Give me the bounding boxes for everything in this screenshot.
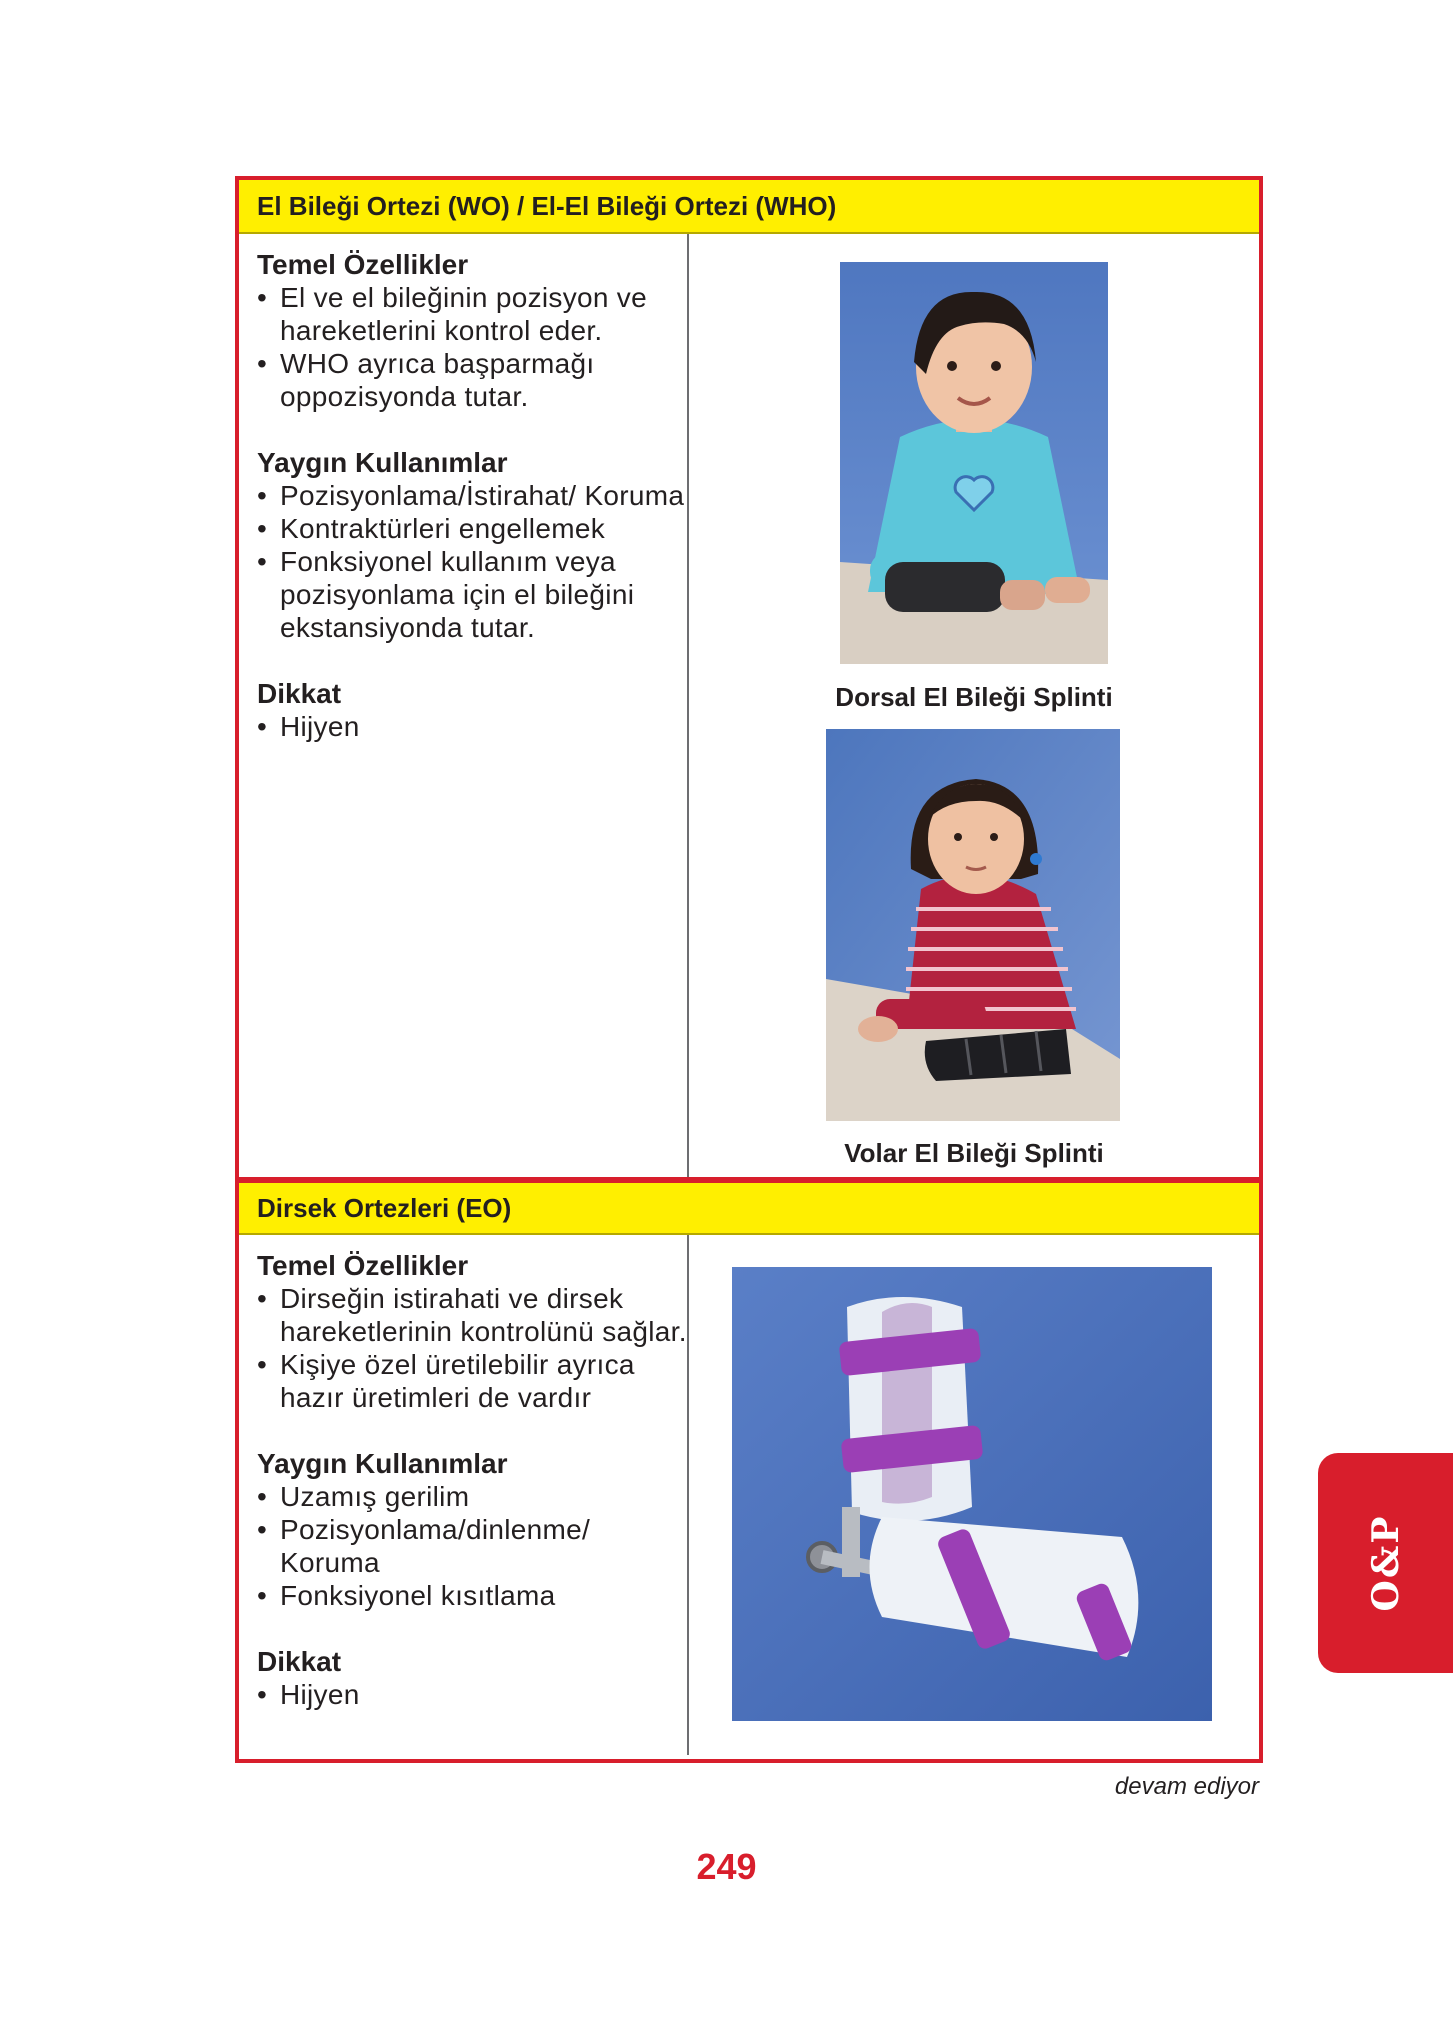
section-header: El Bileği Ortezi (WO) / El-El Bileği Ortezi (WHO) [239, 180, 1259, 234]
uses-title: Yaygın Kullanımlar [257, 1448, 508, 1479]
text-column [239, 234, 689, 1177]
text-column [239, 1235, 689, 1755]
list-item: • Pozisyonlama/İstirahat/ Koruma [257, 479, 687, 512]
photo-column [689, 1235, 1259, 1755]
uses-list [257, 479, 687, 644]
uses-section [257, 1447, 687, 1612]
list-item: • WHO ayrıca başparmağı oppozisyonda tutar. [257, 347, 687, 413]
section-tab-label: O&P [1364, 1514, 1407, 1612]
wrist-orthosis-box [235, 176, 1263, 1181]
features-section [257, 1249, 687, 1414]
list-item: • Uzamış gerilim [257, 1480, 687, 1513]
features-title: Temel Özellikler [257, 1250, 469, 1281]
list-item: • Kontraktürleri engellemek [257, 512, 687, 545]
features-title: Temel Özellikler [257, 249, 469, 280]
dorsal-wrist-splint-photo [840, 262, 1108, 664]
list-item: • El ve el bileğinin pozisyon ve hareketlerini kontrol eder. [257, 281, 687, 347]
uses-list [257, 1480, 687, 1612]
caution-list [257, 710, 687, 743]
caution-title: Dikkat [257, 1646, 342, 1677]
features-list [257, 281, 687, 413]
features-list [257, 1282, 687, 1414]
list-item: • Fonksiyonel kısıtlama [257, 1579, 687, 1612]
list-item: • Dirseğin istirahati ve dirsek hareketlerinin kontrolünü sağlar. [257, 1282, 687, 1348]
section-body [239, 234, 1259, 1177]
features-section [257, 248, 687, 413]
caution-section [257, 1645, 687, 1711]
caution-section [257, 677, 687, 743]
list-item: • Pozisyonlama/dinlenme/ Koruma [257, 1513, 687, 1579]
caution-list [257, 1678, 687, 1711]
section-header: Dirsek Ortezleri (EO) [239, 1181, 1259, 1235]
uses-title: Yaygın Kullanımlar [257, 447, 508, 478]
photo-column [689, 234, 1259, 1177]
volar-wrist-splint-photo [826, 729, 1120, 1121]
elbow-orthosis-box [235, 1181, 1263, 1763]
list-item: • Kişiye özel üretilebilir ayrıca hazır üretimleri de vardır [257, 1348, 687, 1414]
list-item: • Hijyen [257, 1678, 687, 1711]
section-body [239, 1235, 1259, 1755]
caution-title: Dikkat [257, 678, 342, 709]
elbow-orthosis-photo [732, 1267, 1212, 1721]
photo-caption: Dorsal El Bileği Splinti [835, 682, 1113, 712]
list-item: • Fonksiyonel kullanım veya pozisyonlama için el bileğini ekstansiyonda tutar. [257, 545, 687, 644]
list-item: • Hijyen [257, 710, 687, 743]
uses-section [257, 446, 687, 644]
page-number: 249 [696, 1846, 757, 1887]
photo-caption: Volar El Bileği Splinti [844, 1138, 1104, 1168]
continued-note: devam ediyor [1114, 1773, 1259, 1800]
section-tab [1318, 1453, 1453, 1673]
